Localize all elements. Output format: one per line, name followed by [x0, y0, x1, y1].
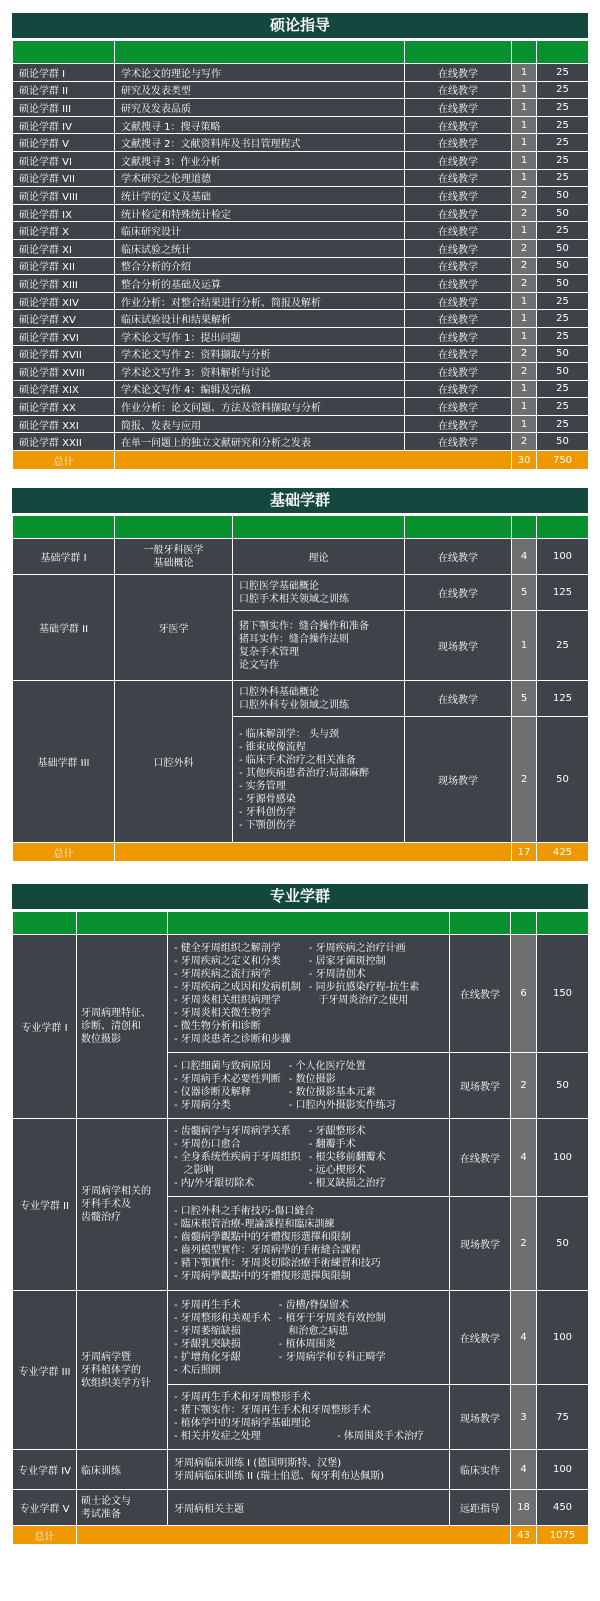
module-subject: 临床训练	[77, 1450, 168, 1490]
module-topic: 文献搜寻 2：文献资料库及书目管理程式	[115, 134, 405, 152]
module-sws: 1	[512, 222, 537, 240]
module-topic: 简报、发表与应用	[115, 415, 405, 433]
bullet-item: - 同步抗感染疗程-抗生素	[308, 981, 420, 993]
module-ects: 125	[537, 575, 589, 611]
module-topic: 统计检定和特殊统计检定	[115, 204, 405, 222]
total-sws: 43	[511, 1526, 537, 1545]
module-sws: 4	[511, 1450, 537, 1490]
module-mode: 在线教学	[405, 64, 512, 82]
bullet-item: - 牙龈整形术	[308, 1126, 366, 1137]
module-name: 硕论学群 VII	[13, 169, 115, 187]
bullet-item: - 牙龈乳突缺损	[174, 1338, 241, 1350]
module-mode: 在线教学	[405, 222, 512, 240]
bullet-item: - 口腔外科之手術技巧-傷口縫合	[174, 1205, 315, 1217]
module-ects: 125	[537, 681, 589, 717]
module-mode: 在线教学	[405, 539, 512, 575]
bullet-item: - 居家牙菌斑控制	[308, 955, 386, 967]
table-row	[13, 99, 589, 117]
module-sws: 2	[512, 433, 537, 451]
module-ects: 25	[537, 169, 589, 187]
bullet-item: - 牙周病學觀點中的牙體復形選擇與限制	[174, 1270, 351, 1282]
module-topic: 临床试验设计和结果解析	[115, 310, 405, 328]
bullet-item: - 牙周病手术必要性判断	[174, 1073, 281, 1085]
module-ects: 25	[537, 81, 589, 99]
module-subject: 一般牙科医学 基础概论	[115, 539, 233, 575]
module-subject: 牙医学	[115, 575, 233, 681]
module-ects: 50	[537, 717, 589, 843]
module-sws: 1	[512, 611, 537, 681]
module-ects: 50	[537, 433, 589, 451]
module-mode: 在线教学	[405, 151, 512, 169]
module-ects: 50	[537, 1197, 589, 1291]
module-ects: 25	[537, 134, 589, 152]
module-sws: 4	[512, 539, 537, 575]
module-sws: 1	[512, 292, 537, 310]
table-row	[13, 64, 589, 82]
bullet-item: - 牙周清创术	[308, 968, 366, 980]
bullet-item: - 数位摄影	[288, 1073, 336, 1085]
table-row	[13, 539, 589, 575]
table-row	[13, 1119, 589, 1197]
section-title: 硕论指导	[12, 13, 588, 38]
module-topic: 口腔医学基础概论 口腔手术相关领域之训练	[233, 575, 405, 611]
module-topic: 学术论文写作 3：资料解析与讨论	[115, 363, 405, 381]
module-mode: 在线教学	[405, 415, 512, 433]
table-row	[13, 415, 589, 433]
module-sws: 1	[512, 116, 537, 134]
specialist-table	[12, 911, 589, 1545]
table-row	[13, 151, 589, 169]
total-label: 总计	[13, 1526, 77, 1545]
module-name: 硕论学群 III	[13, 99, 115, 117]
module-name: 硕论学群 I	[13, 64, 115, 82]
module-topic: 研究及发表类型	[115, 81, 405, 99]
module-ects: 50	[537, 275, 589, 293]
table-row	[13, 433, 589, 451]
table-row	[13, 575, 589, 611]
table-row	[13, 398, 589, 416]
bullet-item: - 牙周伤口愈合	[174, 1139, 241, 1150]
module-topic	[168, 1291, 450, 1385]
section-title: 基础学群	[12, 488, 588, 513]
module-sws: 2	[512, 204, 537, 222]
module-topic: 牙周病临床训练 I (德国明斯特、汉堡) 牙周病临床训练 II (瑞士伯恩、匈牙利布达佩斯)	[168, 1450, 450, 1490]
bullet-column-left	[174, 1060, 281, 1112]
module-name: 硕论学群 XX	[13, 398, 115, 416]
bullet-item: - 齒髓病學觀點中的牙體復形選擇和限制	[174, 1231, 351, 1243]
bullet-item: - 植体学中的牙周病学基础理论	[174, 1418, 311, 1429]
total-sws: 17	[512, 843, 537, 862]
module-ects: 50	[537, 1053, 589, 1119]
module-topic	[168, 1053, 450, 1119]
table-row	[13, 935, 589, 1053]
bullet-item: 和治愈之病患	[278, 1325, 349, 1337]
module-ects: 25	[537, 611, 589, 681]
module-topic	[168, 1119, 450, 1197]
module-ects: 25	[537, 99, 589, 117]
module-subject: 硕士论文与 考试准备	[77, 1490, 168, 1526]
module-mode: 在线教学	[405, 187, 512, 205]
module-mode: 远距指导	[450, 1490, 511, 1526]
bullet-item: - 猪下颚实作：牙周再生手术和牙周整形手术	[174, 1405, 371, 1416]
module-name: 硕论学群 XVIII	[13, 363, 115, 381]
module-topic: 作业分析：对整合结果进行分析、简报及解析	[115, 292, 405, 310]
basic-table	[12, 515, 589, 862]
module-ects: 450	[537, 1490, 589, 1526]
total-row	[13, 451, 589, 470]
module-sws: 4	[511, 1119, 537, 1197]
bullet-item: - 牙周炎相关组织病理学	[174, 994, 281, 1006]
module-topic: 学术论文写作 4：编辑及完稿	[115, 380, 405, 398]
module-sws: 1	[512, 151, 537, 169]
bullet-item: - 牙周再生手术和牙周整形手术	[174, 1392, 311, 1403]
module-sws: 5	[512, 681, 537, 717]
total-ects: 425	[537, 843, 589, 862]
module-ects: 25	[537, 380, 589, 398]
bullet-column-right	[309, 942, 419, 1046]
module-sws: 3	[511, 1385, 537, 1450]
module-subject: 牙周病学相关的 牙科手术及 齿髓治疗	[77, 1119, 168, 1291]
module-ects: 50	[537, 204, 589, 222]
module-name: 硕论学群 XII	[13, 257, 115, 275]
module-topic: - 临床解剖学： 头与颈 - 锥束成像流程 - 临床手术治疗之相关准备 - 其他疾病患者治疗:局部麻醉 - 实务管理 - 牙源骨感染 - 牙科创伤学 - 下颚创伤学	[233, 717, 405, 843]
table-row	[13, 275, 589, 293]
module-name: 专业学群 III	[13, 1291, 77, 1450]
table-row	[13, 327, 589, 345]
module-sws: 2	[511, 1053, 537, 1119]
module-mode: 临床实作	[450, 1450, 511, 1490]
module-topic: 临床研究设计	[115, 222, 405, 240]
module-ects: 25	[537, 310, 589, 328]
thesis-table	[12, 40, 589, 470]
module-sws: 2	[512, 363, 537, 381]
bullet-item: - 臨床根管治療-理論課程和臨床訓練	[174, 1218, 335, 1230]
table-row	[13, 239, 589, 257]
module-topic	[168, 1385, 450, 1450]
module-sws: 2	[511, 1197, 537, 1291]
module-mode: 在线教学	[405, 134, 512, 152]
module-topic: 在单一问题上的独立文献研究和分析之发表	[115, 433, 405, 451]
bullet-item: - 术后照顾	[174, 1364, 221, 1376]
module-mode: 在线教学	[405, 116, 512, 134]
table-row	[13, 1291, 589, 1385]
module-name: 硕论学群 II	[13, 81, 115, 99]
bullet-item: - 数位摄影基本元素	[288, 1086, 376, 1098]
section-thesis-guidance	[12, 13, 588, 470]
bullet-item: - 豬下顎實作：牙周炎切除治療手術練習和技巧	[174, 1257, 381, 1269]
module-name: 硕论学群 XIX	[13, 380, 115, 398]
module-sws: 1	[512, 81, 537, 99]
module-topic	[168, 935, 450, 1053]
module-name: 专业学群 IV	[13, 1450, 77, 1490]
bullet-item: - 牙周病分类	[174, 1099, 231, 1111]
table-header-row	[13, 912, 589, 935]
table-row	[13, 169, 589, 187]
bullet-column-left	[174, 1299, 271, 1377]
total-sws: 30	[512, 451, 537, 470]
bullet-column-right	[279, 1299, 386, 1377]
table-row	[13, 345, 589, 363]
module-sws: 1	[512, 169, 537, 187]
table-row	[13, 257, 589, 275]
bullet-item: - 牙周萎缩缺损	[174, 1325, 241, 1337]
bullet-item: - 口腔内外摄影实作练习	[288, 1099, 396, 1111]
module-topic: 文献搜寻 3：作业分析	[115, 151, 405, 169]
module-mode: 在线教学	[405, 292, 512, 310]
bullet-item: - 仪器诊断及解释	[174, 1086, 251, 1098]
module-topic: 牙周病相关主题	[168, 1490, 450, 1526]
bullet-item: - 扩增角化牙龈	[174, 1351, 241, 1363]
module-mode: 现场教学	[405, 717, 512, 843]
table-row	[13, 1450, 589, 1490]
module-sws: 1	[512, 415, 537, 433]
module-name: 基础学群 III	[13, 681, 115, 843]
table-row	[13, 116, 589, 134]
total-row	[13, 843, 589, 862]
bullet-item: - 牙周炎患者之诊断和步骤	[174, 1033, 291, 1045]
module-mode: 在线教学	[405, 398, 512, 416]
module-name: 硕论学群 XVI	[13, 327, 115, 345]
module-topic: 口腔外科基础概论 口腔外科专业领域之训练	[233, 681, 405, 717]
module-name: 硕论学群 XXII	[13, 433, 115, 451]
module-topic: 学术论文写作 1：提出问题	[115, 327, 405, 345]
bullet-item: 之影响	[174, 1165, 214, 1176]
module-sws: 1	[512, 99, 537, 117]
table-header-row	[13, 516, 589, 539]
bullet-item: - 根尖移前翻瓣术	[308, 1152, 386, 1163]
module-name: 硕论学群 IX	[13, 204, 115, 222]
module-ects: 150	[537, 935, 589, 1053]
bullet-item: - 牙周病学和专科正畸学	[278, 1351, 386, 1363]
module-ects: 75	[537, 1385, 589, 1450]
module-name: 硕论学群 X	[13, 222, 115, 240]
bullet-item: - 全身系统性疾病于牙周组织	[174, 1152, 301, 1163]
section-title: 专业学群	[12, 884, 588, 909]
bullet-item: - 植体周围炎	[278, 1338, 336, 1350]
bullet-item: - 翻瓣手术	[308, 1139, 356, 1150]
module-mode: 现场教学	[450, 1197, 511, 1291]
module-topic: 理论	[233, 539, 405, 575]
module-ects: 50	[537, 345, 589, 363]
module-topic: 作业分析：论文问题、方法及资料撷取与分析	[115, 398, 405, 416]
module-sws: 4	[511, 1291, 537, 1385]
module-topic: 学术论文的理论与写作	[115, 64, 405, 82]
module-sws: 5	[512, 575, 537, 611]
module-name: 硕论学群 XIII	[13, 275, 115, 293]
bullet-item: - 根叉缺损之治疗	[308, 1178, 386, 1189]
module-mode: 现场教学	[405, 611, 512, 681]
module-sws: 1	[512, 310, 537, 328]
module-ects: 25	[537, 116, 589, 134]
module-mode: 现场教学	[450, 1053, 511, 1119]
module-mode: 在线教学	[405, 380, 512, 398]
module-name: 硕论学群 XVII	[13, 345, 115, 363]
module-sws: 1	[512, 64, 537, 82]
module-mode: 在线教学	[450, 935, 511, 1053]
module-ects: 50	[537, 363, 589, 381]
module-mode: 在线教学	[405, 433, 512, 451]
module-sws: 6	[511, 935, 537, 1053]
module-subject: 牙周病学暨 牙科植体学的 软组织美学方针	[77, 1291, 168, 1450]
module-name: 基础学群 I	[13, 539, 115, 575]
module-sws: 18	[511, 1490, 537, 1526]
bullet-item: - 健全牙周组织之解剖学	[174, 942, 281, 954]
module-ects: 100	[537, 1450, 589, 1490]
bullet-item: - 牙周疾病之定义和分类	[174, 955, 281, 967]
module-mode: 在线教学	[450, 1291, 511, 1385]
module-mode: 在线教学	[405, 169, 512, 187]
module-ects: 100	[537, 1291, 589, 1385]
bullet-item: - 牙周再生手术	[174, 1299, 241, 1311]
bullet-column-right	[309, 1125, 386, 1190]
module-mode: 现场教学	[450, 1385, 511, 1450]
bullet-item: 于牙周炎治疗之使用	[308, 994, 409, 1006]
module-name: 硕论学群 XI	[13, 239, 115, 257]
module-name: 硕论学群 XIV	[13, 292, 115, 310]
module-name: 专业学群 I	[13, 935, 77, 1119]
total-label: 总计	[13, 843, 115, 862]
module-mode: 在线教学	[405, 275, 512, 293]
bullet-item: - 个人化医疗处置	[288, 1060, 366, 1072]
bullet-item: - 牙周疾病之流行病学	[174, 968, 271, 980]
module-mode: 在线教学	[405, 327, 512, 345]
table-row	[13, 134, 589, 152]
module-name: 硕论学群 VI	[13, 151, 115, 169]
module-name: 硕论学群 IV	[13, 116, 115, 134]
module-name: 硕论学群 V	[13, 134, 115, 152]
bullet-column-right	[289, 1060, 396, 1112]
module-subject: 牙周病理特征、 诊断、清创和 数位摄影	[77, 935, 168, 1119]
module-sws: 2	[512, 275, 537, 293]
bullet-item: - 牙周整形和美观手术	[174, 1312, 271, 1324]
module-topic: 整合分析的介绍	[115, 257, 405, 275]
module-ects: 25	[537, 292, 589, 310]
section-basic-modules	[12, 488, 588, 862]
module-sws: 2	[512, 187, 537, 205]
module-sws: 1	[512, 398, 537, 416]
module-topic: 统计学的定义及基础	[115, 187, 405, 205]
total-ects: 1075	[537, 1526, 589, 1545]
bullet-item: - 相关并发症之处理 - 体周围炎手术治疗	[174, 1431, 424, 1442]
module-topic: 临床试验之统计	[115, 239, 405, 257]
section-specialist-modules	[12, 884, 588, 1545]
module-topic: 猪下颚实作：缝合操作和准备 猪耳实作：缝合操作法则 复杂手术管理 论文写作	[233, 611, 405, 681]
table-row	[13, 81, 589, 99]
bullet-item: - 远心楔形术	[308, 1165, 366, 1176]
table-row	[13, 222, 589, 240]
module-ects: 25	[537, 151, 589, 169]
table-row	[13, 310, 589, 328]
module-mode: 在线教学	[405, 99, 512, 117]
bullet-item: - 齿髓病学与牙周病学关系	[174, 1126, 291, 1137]
module-sws: 2	[512, 239, 537, 257]
module-sws: 2	[512, 717, 537, 843]
module-sws: 1	[512, 327, 537, 345]
module-mode: 在线教学	[405, 310, 512, 328]
module-mode: 在线教学	[405, 204, 512, 222]
module-sws: 2	[512, 257, 537, 275]
table-header-row	[13, 41, 589, 64]
module-mode: 在线教学	[405, 81, 512, 99]
module-name: 硕论学群 XXI	[13, 415, 115, 433]
bullet-item: - 内/外牙龈切除术	[174, 1178, 255, 1189]
module-sws: 1	[512, 380, 537, 398]
module-ects: 25	[537, 398, 589, 416]
module-mode: 在线教学	[405, 257, 512, 275]
bullet-item: - 口腔细菌与致病原因	[174, 1060, 271, 1072]
module-mode: 在线教学	[405, 575, 512, 611]
module-sws: 2	[512, 345, 537, 363]
module-mode: 在线教学	[405, 681, 512, 717]
module-topic: 学术论文写作 2：资料撷取与分析	[115, 345, 405, 363]
module-name: 专业学群 V	[13, 1490, 77, 1526]
bullet-column-left	[174, 942, 301, 1046]
module-name: 基础学群 II	[13, 575, 115, 681]
bullet-item: - 齒列模型實作：牙周病學的手術縫合課程	[174, 1244, 361, 1256]
module-topic: 整合分析的基础及运算	[115, 275, 405, 293]
module-name: 硕论学群 VIII	[13, 187, 115, 205]
module-ects: 25	[537, 327, 589, 345]
bullet-column-left	[174, 1125, 301, 1190]
module-ects: 100	[537, 539, 589, 575]
table-row	[13, 363, 589, 381]
total-ects: 750	[537, 451, 589, 470]
module-name: 专业学群 II	[13, 1119, 77, 1291]
module-sws: 1	[512, 134, 537, 152]
table-row	[13, 204, 589, 222]
total-label: 总计	[13, 451, 115, 470]
module-ects: 50	[537, 257, 589, 275]
table-row	[13, 1490, 589, 1526]
module-ects: 25	[537, 64, 589, 82]
module-mode: 在线教学	[405, 239, 512, 257]
table-row	[13, 681, 589, 717]
total-row	[13, 1526, 589, 1545]
bullet-item: - 微生物分析和诊断	[174, 1020, 261, 1032]
module-ects: 50	[537, 187, 589, 205]
module-topic: 文献搜寻 1：搜寻策略	[115, 116, 405, 134]
module-topic: 研究及发表品质	[115, 99, 405, 117]
module-mode: 在线教学	[405, 363, 512, 381]
table-row	[13, 187, 589, 205]
module-subject: 口腔外科	[115, 681, 233, 843]
bullet-item: - 牙周疾病之治疗计画	[308, 942, 406, 954]
module-ects: 25	[537, 415, 589, 433]
table-row	[13, 292, 589, 310]
bullet-item: - 牙周炎相关微生物学	[174, 1007, 271, 1019]
bullet-item: - 齿槽/脊保留术	[278, 1299, 349, 1311]
bullet-item: - 植牙于牙周炎有效控制	[278, 1312, 386, 1324]
module-name: 硕论学群 XV	[13, 310, 115, 328]
module-topic	[168, 1197, 450, 1291]
bullet-item: - 牙周疾病之成因和发病机制	[174, 981, 301, 993]
module-ects: 100	[537, 1119, 589, 1197]
module-ects: 25	[537, 222, 589, 240]
module-topic: 学术研究之伦理道德	[115, 169, 405, 187]
table-row	[13, 380, 589, 398]
module-ects: 50	[537, 239, 589, 257]
module-mode: 在线教学	[450, 1119, 511, 1197]
module-mode: 在线教学	[405, 345, 512, 363]
